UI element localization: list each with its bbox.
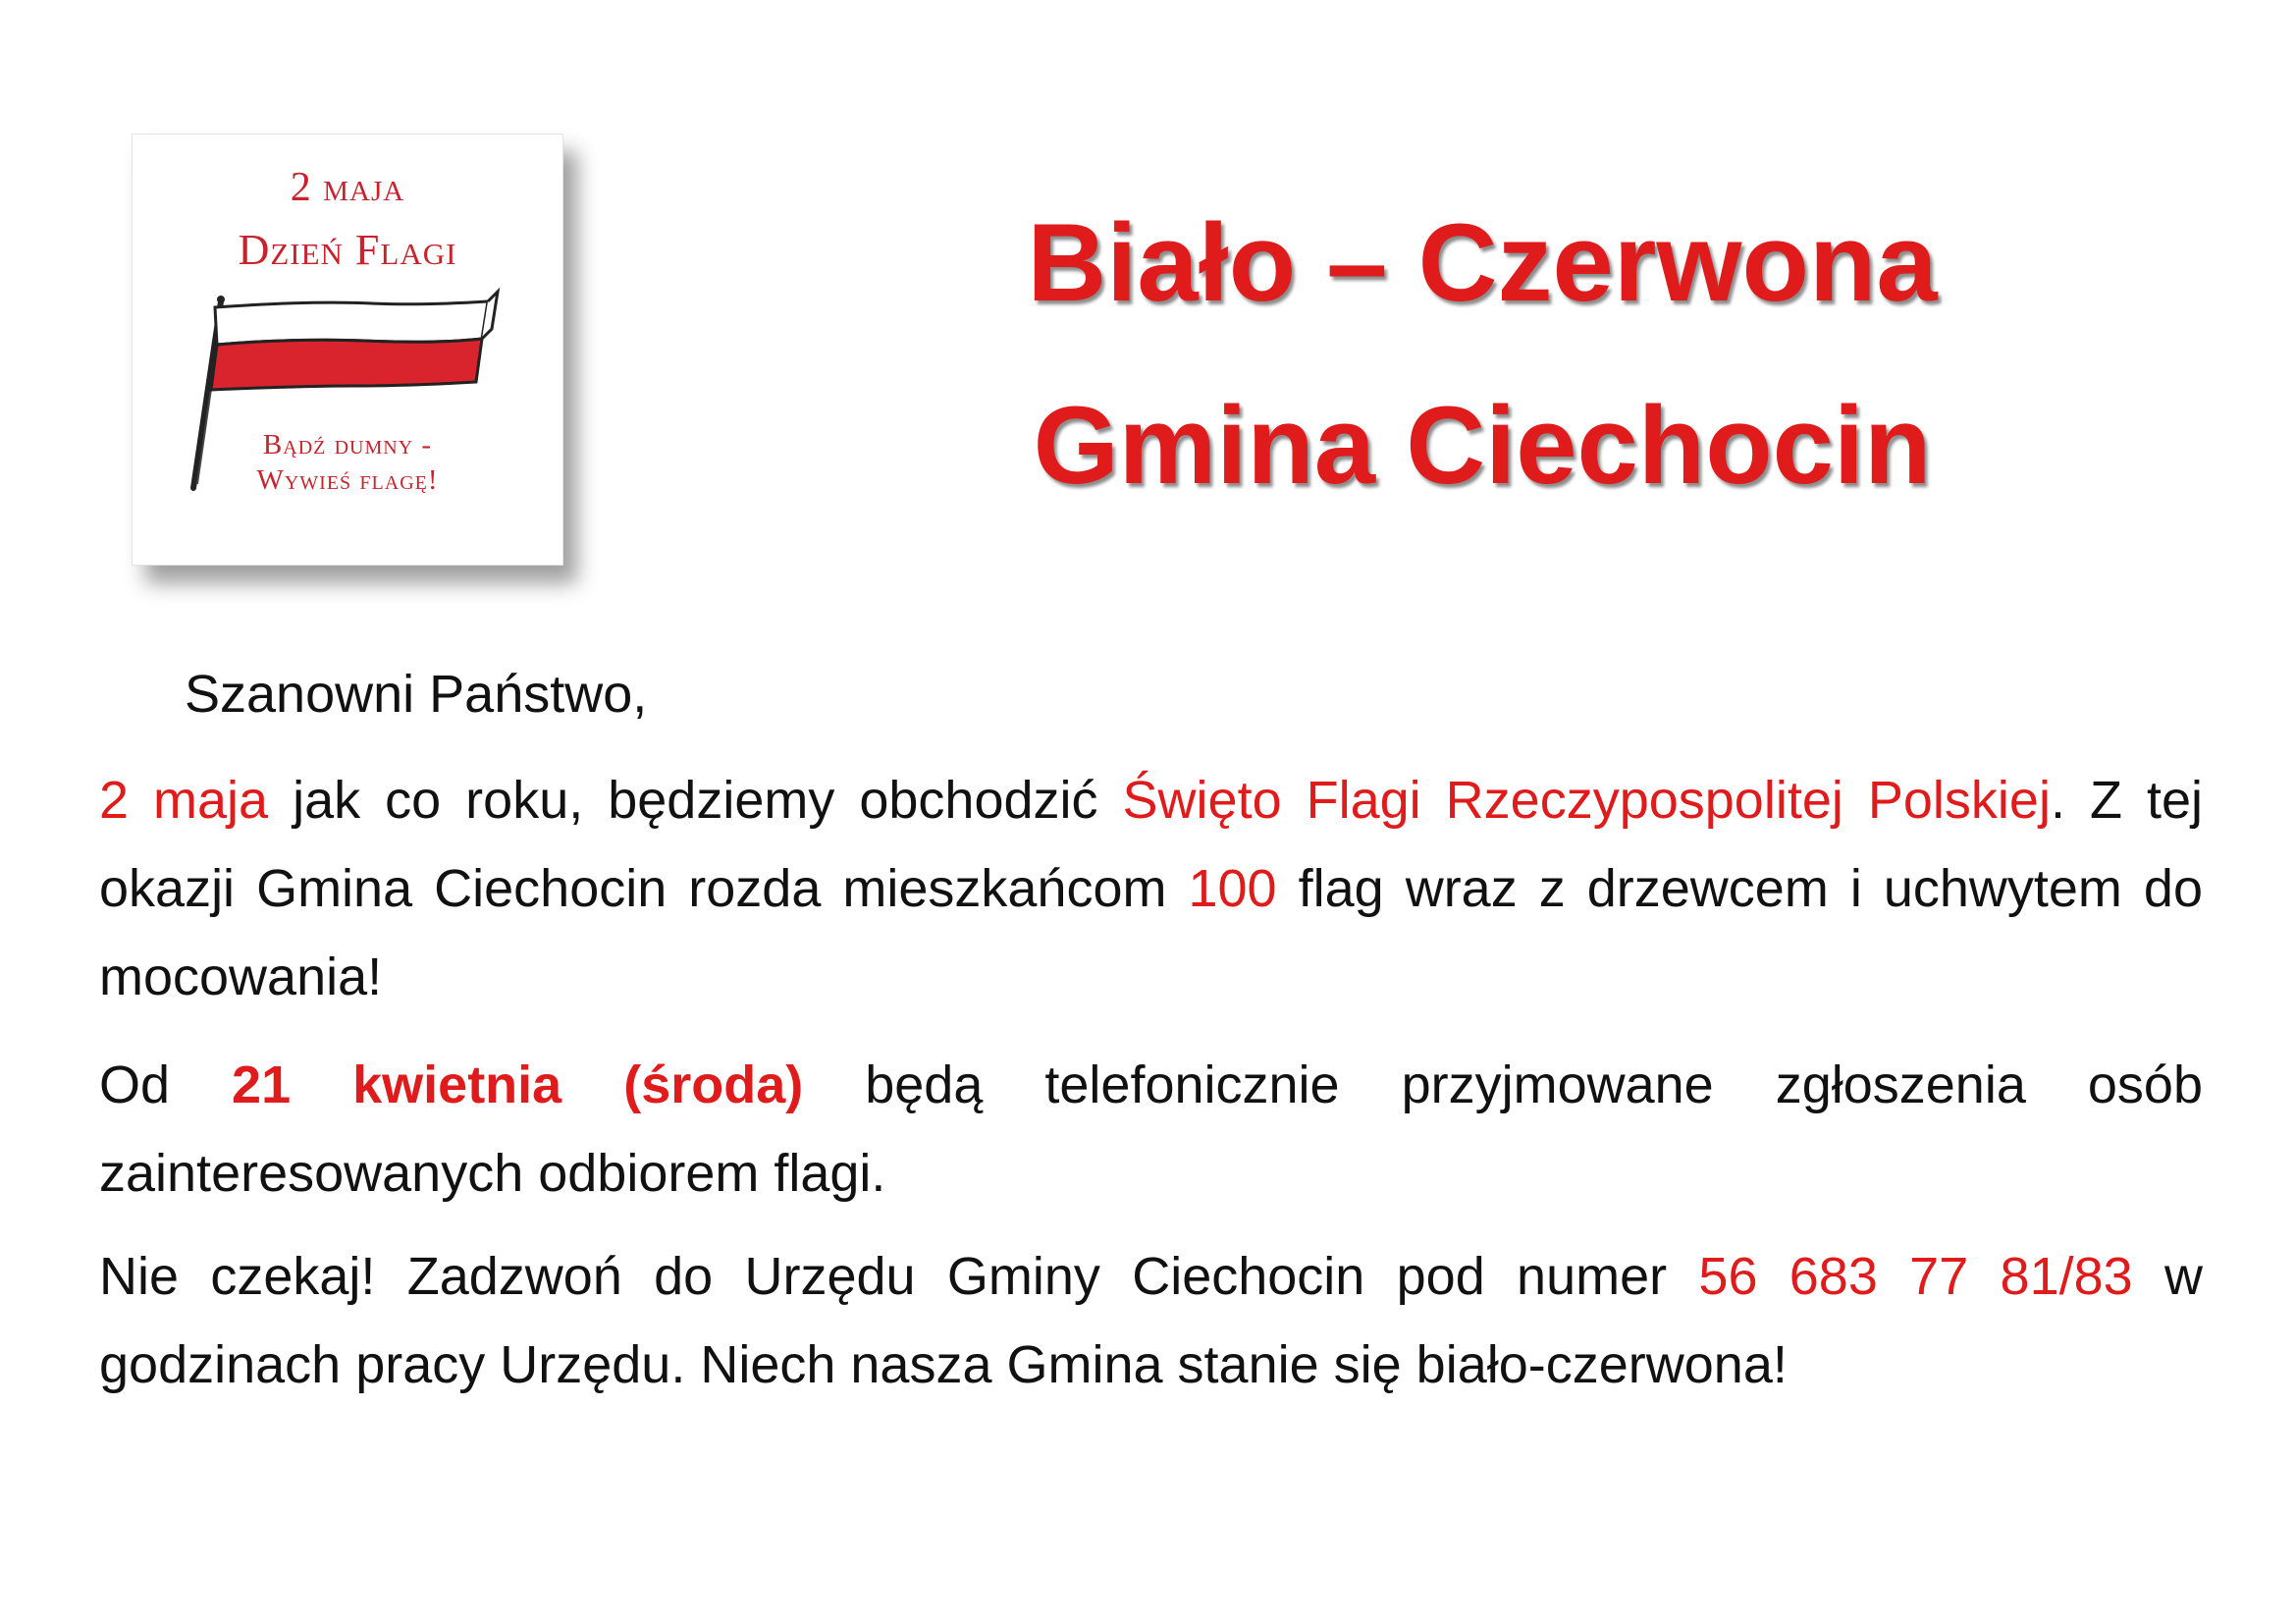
highlight-date: 2 maja — [99, 771, 269, 830]
logo-title: Dzień Flagi — [238, 226, 457, 274]
paragraph-text: w godzinach pracy Urzędu. Niech nasza Gmina stanie się biało-czerwona! — [99, 1247, 2203, 1394]
paragraph-text: Od — [99, 1056, 233, 1114]
paragraph-text: Nie czekaj! Zadzwoń do Urzędu Gminy Ciechocin pod numer — [99, 1247, 1699, 1306]
paragraph-text: . Z tej okazji Gmina Ciechocin rozda mieszkańcom — [99, 771, 2203, 918]
highlight-start-date: 21 kwietnia (środa) — [232, 1056, 804, 1114]
paragraph-announcement — [99, 756, 2203, 1021]
paragraph-text: będą telefonicznie przyjmowane zgłoszenia osób zainteresowanych odbiorem flagi. — [99, 1056, 2203, 1203]
paragraph-text: jak co roku, będziemy obchodzić — [268, 771, 1123, 830]
highlight-holiday: Święto Flagi Rzeczypospolitej Polskiej — [1122, 771, 2051, 830]
page-title-line-1: Biało – Czerwona — [1027, 201, 1938, 324]
paragraph-text: flag wraz z drzewcem i uchwytem do mocowania! — [99, 859, 2203, 1006]
greeting: Szanowni Państwo, — [185, 665, 648, 724]
paragraph-registration — [99, 1041, 2203, 1218]
flag-day-logo — [132, 134, 563, 566]
logo-date: 2 maja — [290, 165, 405, 210]
paragraph-contact — [99, 1232, 2203, 1409]
logo-slogan-2: Wywieś flagę! — [256, 464, 439, 496]
highlight-count: 100 — [1188, 859, 1277, 918]
phone-number: 56 683 77 81/83 — [1698, 1247, 2133, 1306]
page-title-line-2: Gmina Ciechocin — [1033, 384, 1932, 507]
logo-slogan-1: Bądź dumny - — [262, 429, 433, 460]
